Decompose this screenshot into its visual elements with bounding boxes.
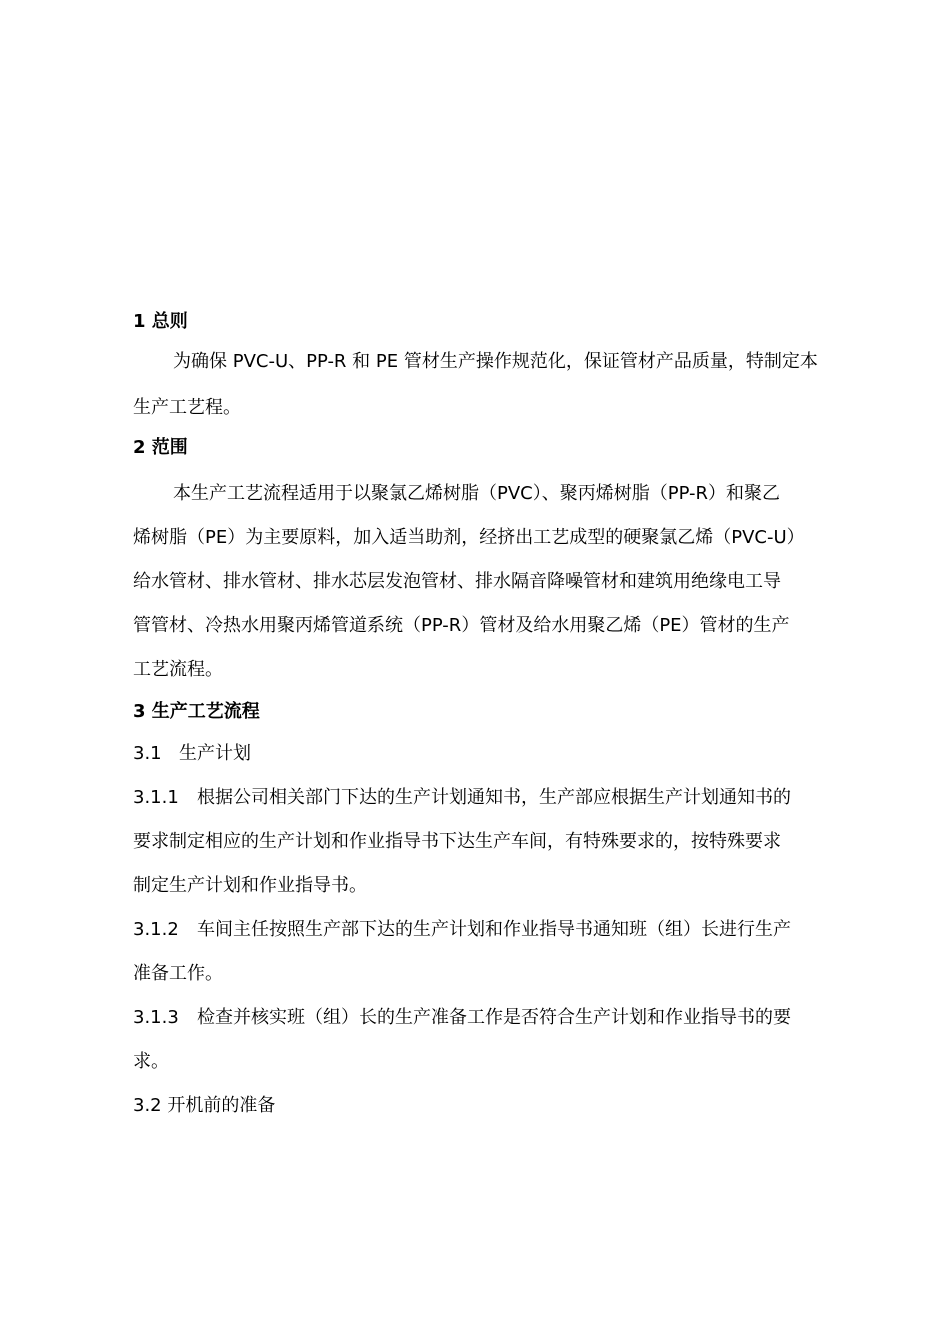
paragraph-line: 为确保 PVC-U、PP-R 和 PE 管材生产操作规范化，保证管材产品质量，特制定本 xyxy=(173,351,818,372)
paragraph-line: 烯树脂（PE）为主要原料，加入适当助剂，经挤出工艺成型的硬聚氯乙烯（PVC-U） xyxy=(133,527,805,548)
paragraph-line: 求。 xyxy=(133,1051,169,1072)
item-3-1-1 xyxy=(133,782,833,814)
document-body xyxy=(133,306,833,1122)
paragraph-line: 生产工艺程。 xyxy=(133,397,241,418)
item-text: 根据公司相关部门下达的生产计划通知书，生产部应根据生产计划通知书的 xyxy=(197,787,791,808)
item-number: 3.1.2 xyxy=(133,919,179,940)
item-number: 3.1.1 xyxy=(133,787,179,808)
section-heading-general: 1 总则 xyxy=(133,311,188,332)
section-heading-scope: 2 范围 xyxy=(133,437,188,458)
item-text: 车间主任按照生产部下达的生产计划和作业指导书通知班（组）长进行生产 xyxy=(197,919,791,940)
paragraph-line: 准备工作。 xyxy=(133,963,223,984)
section-heading-process: 3 生产工艺流程 xyxy=(133,701,260,722)
paragraph-line: 管管材、冷热水用聚丙烯管道系统（PP-R）管材及给水用聚乙烯（PE）管材的生产 xyxy=(133,615,790,636)
paragraph-line: 制定生产计划和作业指导书。 xyxy=(133,875,367,896)
paragraph-line: 工艺流程。 xyxy=(133,659,223,680)
item-number: 3.1.3 xyxy=(133,1007,179,1028)
paragraph-line: 给水管材、排水管材、排水芯层发泡管材、排水隔音降噪管材和建筑用绝缘电工导 xyxy=(133,571,781,592)
paragraph-line: 本生产工艺流程适用于以聚氯乙烯树脂（PVC）、聚丙烯树脂（PP-R）和聚乙 xyxy=(173,483,781,504)
item-text: 检查并核实班（组）长的生产准备工作是否符合生产计划和作业指导书的要 xyxy=(197,1007,791,1028)
item-3-1-3 xyxy=(133,1002,833,1034)
item-number: 3.1 xyxy=(133,743,162,764)
paragraph-line: 要求制定相应的生产计划和作业指导书下达生产车间，有特殊要求的，按特殊要求 xyxy=(133,831,781,852)
item-3-1-2 xyxy=(133,914,833,946)
subsection-3-1 xyxy=(133,738,833,770)
item-title: 生产计划 xyxy=(179,743,251,764)
subsection-3-2: 3.2 开机前的准备 xyxy=(133,1095,276,1116)
